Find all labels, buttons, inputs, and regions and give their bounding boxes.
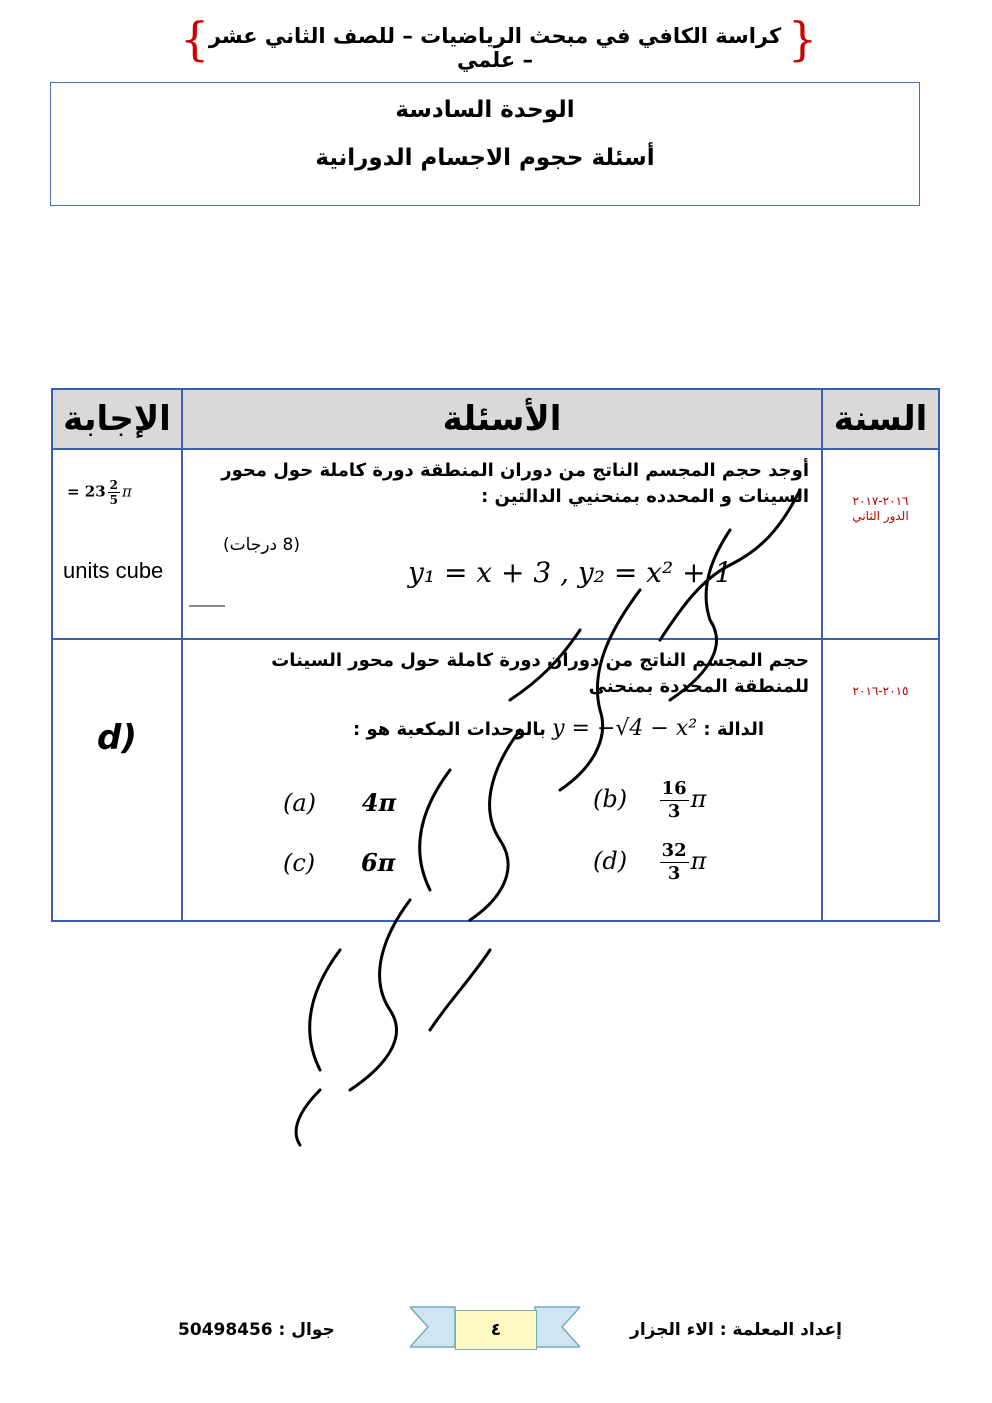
answer-letter: d) [97, 718, 137, 758]
year-text: ٢٠١٥-٢٠١٦ [852, 684, 909, 698]
option-a: (a) 4π [283, 788, 397, 817]
header-year: السنة [822, 389, 939, 449]
options [283, 778, 707, 910]
year-cell [822, 449, 939, 639]
unit-box [50, 82, 920, 206]
question-line2: الدالة : y = −√4 − x² بالوحدات المكعبة هو : [353, 716, 764, 741]
year-cell [822, 639, 939, 921]
unit-title: الوحدة السادسة [395, 97, 575, 123]
question-function: y = −√4 − x² [552, 716, 698, 741]
footer-phone: جوال : 50498456 [178, 1320, 335, 1340]
option-b: (b) $\frac{16}{3}$ π [593, 778, 707, 822]
unit-subtitle: أسئلة حجوم الاجسام الدورانية [315, 145, 655, 171]
question-marks: (8 درجات) [223, 535, 300, 555]
page-footer [0, 1296, 992, 1366]
question-cell [182, 639, 822, 921]
year-text: ٢٠١٦-٢٠١٧ [852, 494, 909, 508]
header-answer: الإجابة [52, 389, 182, 449]
left-brace: { [180, 12, 210, 66]
table-row [52, 639, 939, 921]
right-brace: } [788, 12, 818, 66]
question-cell [182, 449, 822, 639]
session-text: الدور الثاني [852, 509, 909, 523]
divider [189, 605, 225, 607]
question-equation: y₁ = x + 3 , y₂ = x² + 1 [408, 556, 733, 589]
option-c: (c) 6π [283, 848, 396, 877]
table-header-row [52, 389, 939, 449]
questions-table [51, 388, 940, 922]
page-header [0, 12, 992, 72]
answer-units: units cube [63, 558, 164, 583]
answer-cell [52, 639, 182, 921]
page-number: ٤ [455, 1310, 537, 1350]
question-text: أوجد حجم المجسم الناتج من دوران المنطقة دورة كاملة حول محور السينات و المحدده بمنحنيي الدالتين : [221, 460, 809, 507]
header-questions: الأسئلة [182, 389, 822, 449]
answer-cell [52, 449, 182, 639]
footer-author: إعداد المعلمة : الاء الجزار [630, 1320, 842, 1340]
answer-value: = 23 $\frac{2}{5}$ π [67, 478, 132, 507]
question-text: حجم المجسم الناتج من دوران دورة كاملة حول محور السينات للمنطقة المحددة بمنحنى [271, 650, 809, 697]
option-d: (d) $\frac{32}{3}$ π [593, 840, 707, 884]
table-row [52, 449, 939, 639]
header-title: كراسة الكافي في مبحث الرياضيات – للصف الثاني عشر – علمي [208, 24, 782, 72]
